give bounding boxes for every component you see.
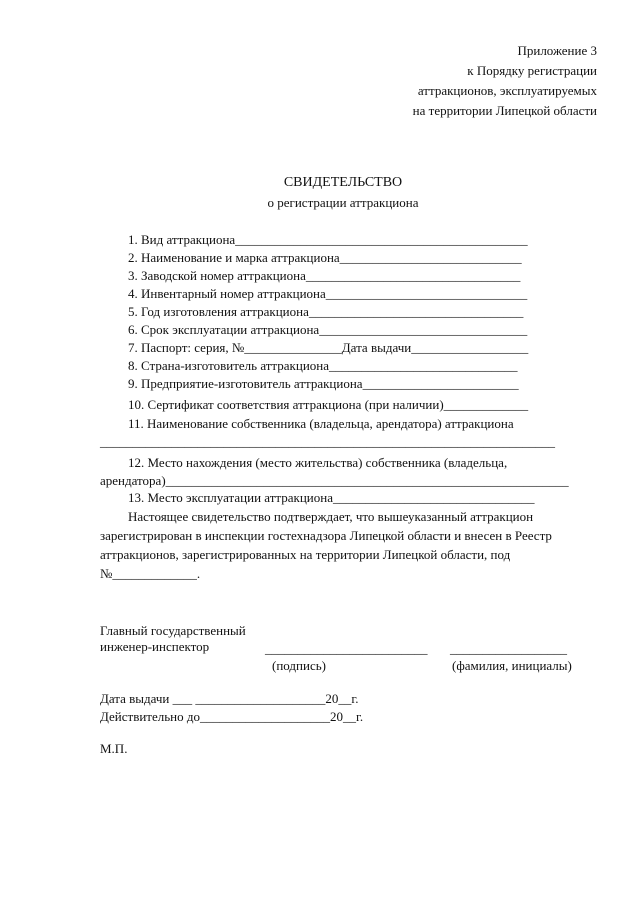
document-subtitle: о регистрации аттракциона xyxy=(267,195,419,210)
signature-role-line2: инженер-инспектор xyxy=(100,639,210,654)
signature-line: _________________________ xyxy=(265,641,428,656)
item-10: 10. Сертификат соответствия аттракциона (при наличии)_____________ xyxy=(128,397,529,412)
item-11-blank: ______________________________________________________________________ xyxy=(100,434,555,449)
item-8: 8. Страна-изготовитель аттракциона_____________________________ xyxy=(128,358,518,373)
issue-date: Дата выдачи ___ ____________________20__г. xyxy=(100,691,359,706)
body-line-3: аттракционов, зарегистрированных на территории Липецкой области, под xyxy=(100,547,511,562)
item-12-line1: 12. Место нахождения (место жительства) собственника (владельца, xyxy=(128,455,508,470)
item-5: 5. Год изготовления аттракциона_________________________________ xyxy=(128,304,524,319)
header-attractions: аттракционов, эксплуатируемых xyxy=(417,83,597,98)
signature-caption: (подпись) xyxy=(272,658,326,673)
header-appendix: Приложение 3 xyxy=(517,43,597,58)
name-caption: (фамилия, инициалы) xyxy=(452,658,572,673)
name-line: __________________ xyxy=(450,641,567,656)
item-12-line2: арендатора)______________________________________________________________ xyxy=(100,473,569,488)
header-region: на территории Липецкой области xyxy=(412,103,597,118)
item-7: 7. Паспорт: серия, №_______________Дата выдачи__________________ xyxy=(128,340,529,355)
body-line-1: Настоящее свидетельство подтверждает, что вышеуказанный аттракцион xyxy=(128,509,534,524)
valid-until: Действительно до____________________20__г. xyxy=(100,709,364,724)
item-3: 3. Заводской номер аттракциона_________________________________ xyxy=(128,268,521,283)
item-6: 6. Срок эксплуатации аттракциона________________________________ xyxy=(128,322,528,337)
body-line-4: №_____________. xyxy=(100,566,201,581)
document-title: СВИДЕТЕЛЬСТВО xyxy=(283,175,403,190)
signature-role-line1: Главный государственный xyxy=(100,623,246,638)
item-13: 13. Место эксплуатации аттракциона_______________________________ xyxy=(128,490,535,505)
item-9: 9. Предприятие-изготовитель аттракциона________________________ xyxy=(128,376,519,391)
body-line-2: зарегистрирован в инспекции гостехнадзора Липецкой области и внесен в Реестр xyxy=(100,528,552,543)
stamp-place: М.П. xyxy=(100,741,128,756)
item-4: 4. Инвентарный номер аттракциона_______________________________ xyxy=(128,286,528,301)
header-procedure: к Порядку регистрации xyxy=(467,63,597,78)
item-2: 2. Наименование и марка аттракциона____________________________ xyxy=(128,250,522,265)
item-11: 11. Наименование собственника (владельца, арендатора) аттракциона xyxy=(128,416,514,431)
item-1: 1. Вид аттракциона_____________________________________________ xyxy=(128,232,528,247)
